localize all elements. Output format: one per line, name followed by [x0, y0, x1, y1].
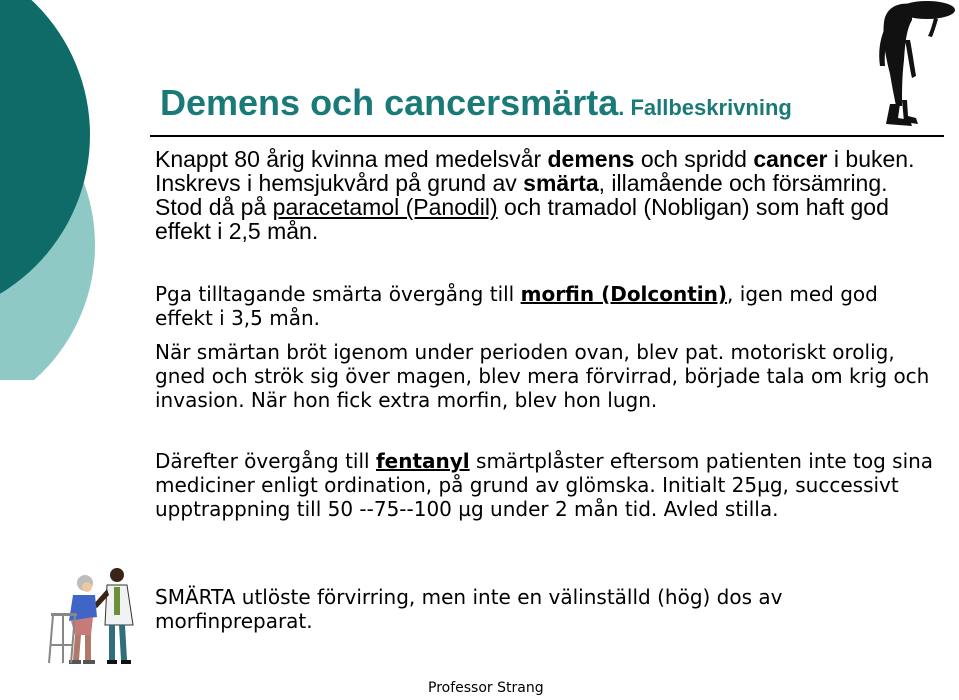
paragraph-morfin — [155, 282, 935, 330]
left-decoration — [0, 0, 140, 380]
bold-demens: demens — [547, 146, 635, 172]
text-segment: Pga tilltagande smärta övergång till — [155, 282, 521, 306]
text-segment: , illamående och försämring. Stod då på — [155, 170, 888, 220]
footer-author: Professor Strang — [428, 680, 544, 696]
bold-underlined-morfin: morfin (Dolcontin) — [520, 282, 728, 306]
text-segment: Därefter övergång till — [155, 449, 376, 473]
paragraph-breakthrough: När smärtan bröt igenom under perioden ovan, blev pat. motoriskt orolig, gned och strök sig över magen, blev mera förvirrad, började tala om krig och invasion. När hon fick extra morfin, blev hon lugn. — [155, 340, 930, 412]
paragraph-case-intro — [155, 147, 935, 243]
slide-title — [160, 82, 792, 124]
underlined-paracetamol: paracetamol (Panodil) — [272, 194, 498, 220]
paragraph-fentanyl — [155, 449, 935, 521]
title-subtitle: . Fallbeskrivning — [618, 95, 792, 120]
text-segment: och spridd — [634, 146, 754, 172]
title-divider — [150, 135, 944, 137]
bold-underlined-fentanyl: fentanyl — [375, 449, 470, 473]
text-segment: , igen med god effekt i 3,5 mån. — [155, 282, 878, 330]
bold-smarta: smärta — [523, 170, 599, 196]
nurse-walker-clipart-icon — [45, 565, 145, 670]
bent-figure-clipart-icon — [872, 0, 959, 130]
text-segment: Knappt 80 årig kvinna med medelsvår — [155, 146, 548, 172]
paragraph-conclusion: SMÄRTA utlöste förvirring, men inte en välinställd (hög) dos av morfinpreparat. — [155, 585, 783, 633]
bold-cancer: cancer — [753, 146, 828, 172]
text-segment: och tramadol (Nobligan) som haft god effekt i 2,5 mån. — [155, 194, 889, 244]
text-segment: i buken. Inskrevs i hemsjukvård på grund av — [155, 146, 915, 196]
text-segment: smärtplåster eftersom patienten inte tog sina mediciner enligt ordination, på grund av glömska. Initialt 25µg, successivt upptrappning till 50 --75--100 µg under 2 mån tid. Avled stilla. — [155, 449, 934, 521]
title-main: Demens och cancersmärta — [160, 82, 619, 123]
